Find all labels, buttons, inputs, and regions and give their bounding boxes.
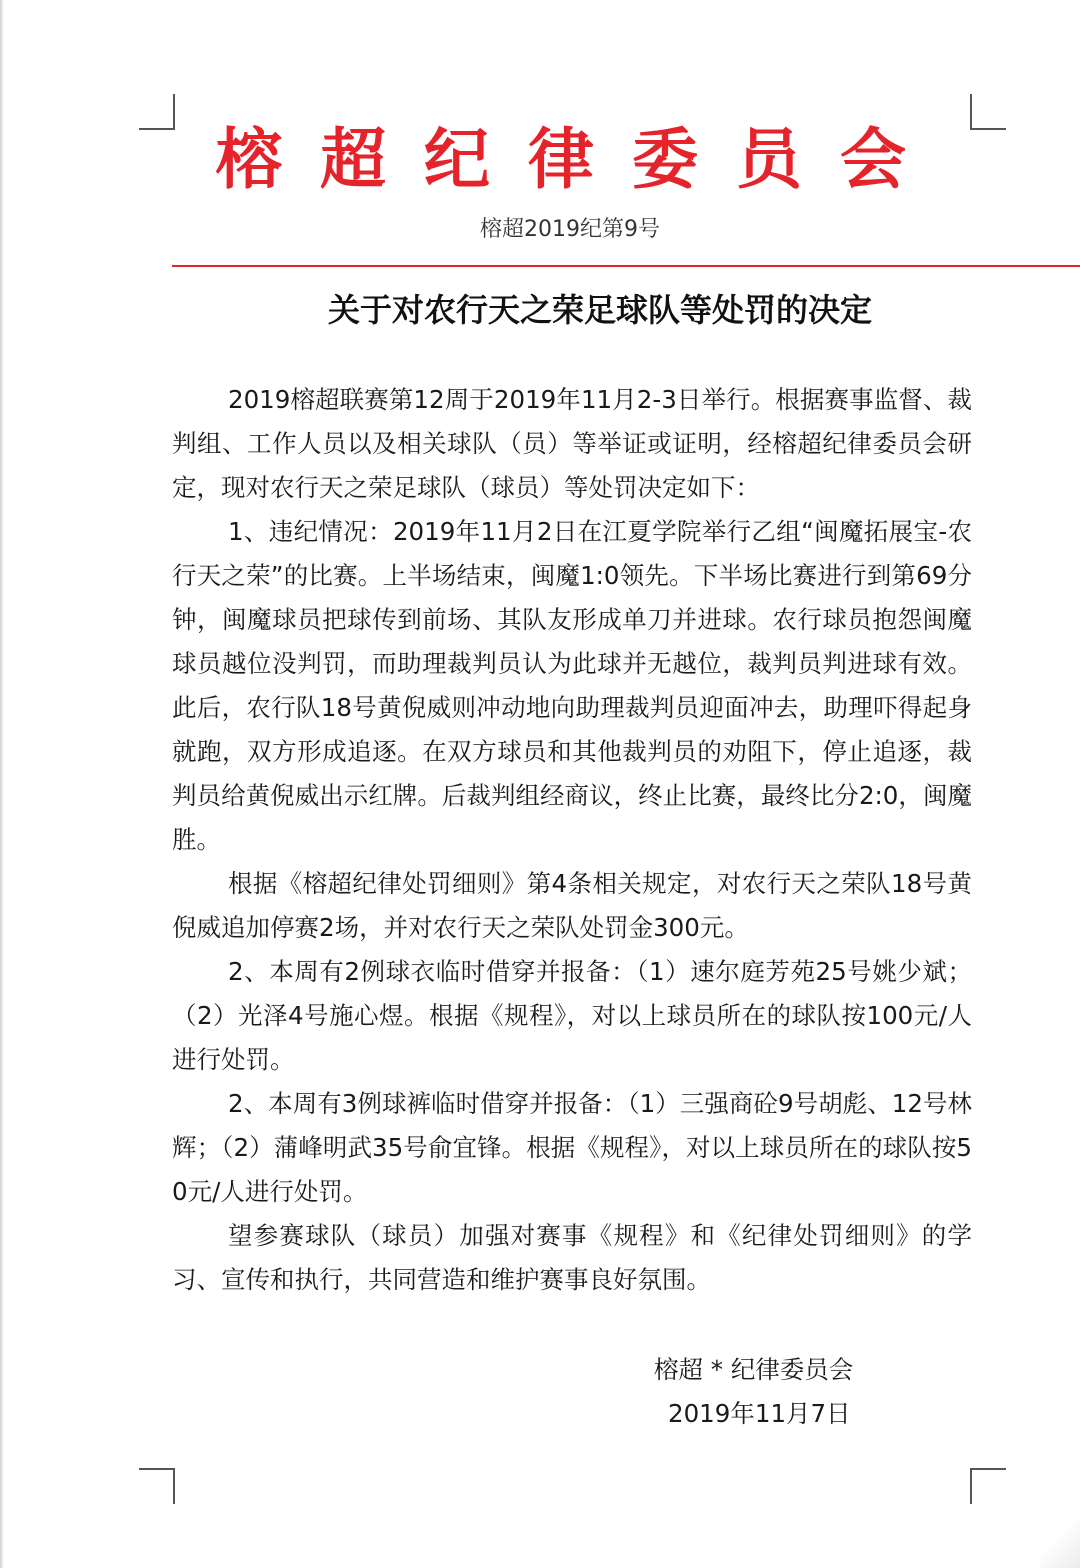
document-body: [172, 378, 972, 1302]
paragraph-penalty: 根据《榕超纪律处罚细则》第4条相关规定，对农行天之荣队18号黄倪威追加停赛2场，并对农行天之荣队处罚金300元。: [172, 869, 972, 942]
signature-date: 2019年11月7日: [668, 1399, 851, 1428]
document-title: 关于对农行天之荣足球队等处罚的决定: [327, 291, 872, 329]
crop-mark-bottom-right: [970, 1468, 1006, 1504]
paragraph-shorts-loan: 2、本周有3例球裤临时借穿并报备：（1）三强商砼9号胡彪、12号林辉；（2）蒲峰明武35号俞宜锋。根据《规程》，对以上球员所在的球队按50元/人进行处罚。: [172, 1089, 972, 1206]
paragraph-intro: 2019榕超联赛第12周于2019年11月2-3日举行。根据赛事监督、裁判组、工作人员以及相关球队（员）等举证或证明，经榕超纪律委员会研定，现对农行天之荣足球队（球员）等处罚决定如下：: [172, 385, 972, 502]
crop-mark-bottom-left: [139, 1468, 175, 1504]
paragraph-closing: 望参赛球队（球员）加强对赛事《规程》和《纪律处罚细则》的学习、宣传和执行，共同营造和维护赛事良好氛围。: [172, 1221, 972, 1294]
page-edge-shadow: [0, 0, 4, 1568]
signature-block: [640, 1348, 900, 1436]
crop-mark-top-left: [139, 94, 175, 130]
header-divider: [172, 265, 1080, 267]
crop-mark-top-right: [970, 94, 1006, 130]
paragraph-jersey-loan: 2、本周有2例球衣临时借穿并报备：（1）速尔庭芳苑25号姚少斌；（2）光泽4号施心煜。根据《规程》，对以上球员所在的球队按100元/人进行处罚。: [172, 957, 972, 1074]
organization-title: 榕超纪律委员会: [216, 121, 944, 198]
signature-organization: 榕超 * 纪律委员会: [654, 1355, 854, 1384]
document-number: 榕超2019纪第9号: [480, 217, 660, 242]
paragraph-violation: 1、违纪情况：2019年11月2日在江夏学院举行乙组“闽魔拓展宝-农行天之荣”的比赛。上半场结束，闽魔1:0领先。下半场比赛进行到第69分钟，闽魔球员把球传到前场、其队友形成单刀并进球。农行球员抱怨闽魔球员越位没判罚，而助理裁判员认为此球并无越位，裁判员判进球有效。此后，农行队18号黄倪威则冲动地向助理裁判员迎面冲去，助理吓得起身就跑，双方形成追逐。在双方球员和其他裁判员的劝阻下，停止追逐，裁判员给黄倪威出示红牌。后裁判组经商议，终止比赛，最终比分2:0，闽魔胜。: [172, 517, 972, 854]
page-fold-corner: [1040, 1512, 1080, 1568]
